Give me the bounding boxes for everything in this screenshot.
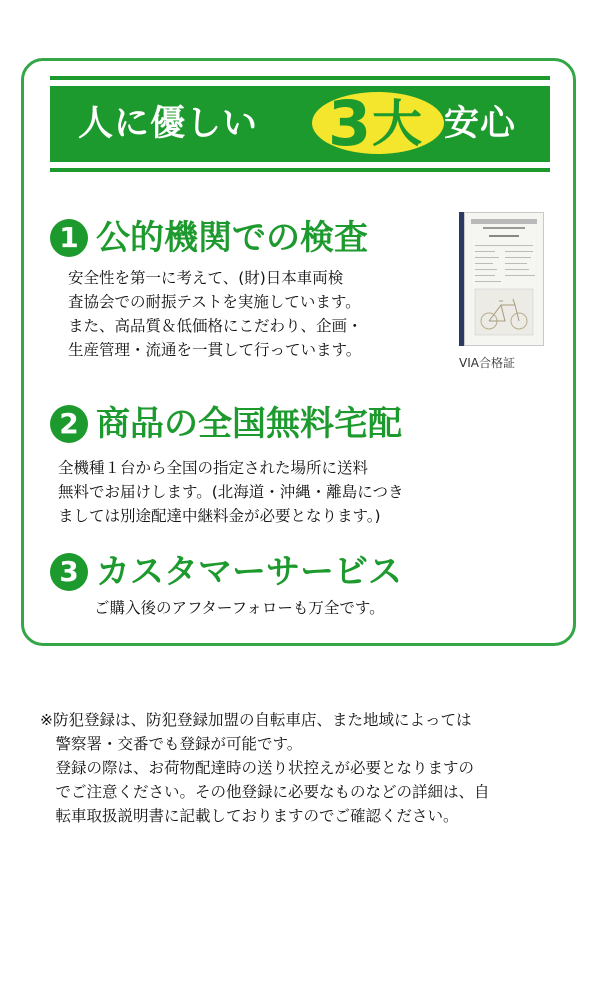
- section-2-line: 全機種１台から全国の指定された場所に送料: [58, 459, 369, 477]
- section-1-body: [68, 266, 363, 362]
- section-2-number: 2: [50, 405, 88, 443]
- certificate-page: [464, 212, 544, 346]
- section-1-line: 生産管理・流通を一貫して行っています。: [68, 341, 362, 359]
- section-3-number: 3: [50, 553, 88, 591]
- via-certificate-image: [459, 212, 544, 346]
- certificate-caption: VIA合格証: [459, 356, 515, 370]
- footnote-line: ※防犯登録は、防犯登録加盟の自転車店、また地域によっては: [40, 711, 472, 729]
- section-2-title: 商品の全国無料宅配: [96, 404, 402, 444]
- banner-left-text: 人に優しい: [78, 104, 259, 144]
- section-2-body: [58, 456, 404, 528]
- banner-right-text: 安心: [444, 104, 517, 144]
- banner-top-rule: [50, 76, 550, 80]
- banner-kanji: 大: [372, 95, 422, 153]
- footnote-line: 警察署・交番でも登録が可能です。: [40, 735, 303, 753]
- certificate-drawing: [465, 213, 543, 345]
- section-2-line: 無料でお届けします。(北海道・沖縄・離島につき: [58, 483, 404, 501]
- section-1-heading: [50, 216, 368, 260]
- banner-band: [50, 86, 550, 162]
- section-3-title: カスタマーサービス: [96, 552, 402, 592]
- banner-bottom-rule: [50, 168, 550, 172]
- banner-number: 3: [328, 87, 372, 160]
- section-1-title: 公的機関での検査: [96, 218, 368, 258]
- section-1-number: 1: [50, 219, 88, 257]
- section-2-heading: [50, 402, 402, 446]
- footnote-line: 登録の際は、お荷物配達時の送り状控えが必要となりますの: [40, 759, 475, 777]
- section-3-body: [94, 596, 385, 620]
- section-1-line: 査協会での耐振テストを実施しています。: [68, 293, 361, 311]
- section-2-line: ましては別途配達中継料金が必要となります。): [58, 507, 381, 525]
- section-3-heading: [50, 550, 402, 594]
- footnote-line: 転車取扱説明書に記載しておりますのでご確認ください。: [40, 807, 459, 825]
- footnote-line: でご注意ください。その他登録に必要なものなどの詳細は、自: [40, 783, 490, 801]
- section-1-line: 安全性を第一に考えて、(財)日本車両検: [68, 269, 344, 287]
- registration-footnote: [40, 708, 490, 828]
- section-1-line: また、高品質＆低価格にこだわり、企画・: [68, 317, 363, 335]
- section-3-line: ご購入後のアフターフォローも万全です。: [94, 599, 385, 617]
- title-banner: [50, 76, 550, 172]
